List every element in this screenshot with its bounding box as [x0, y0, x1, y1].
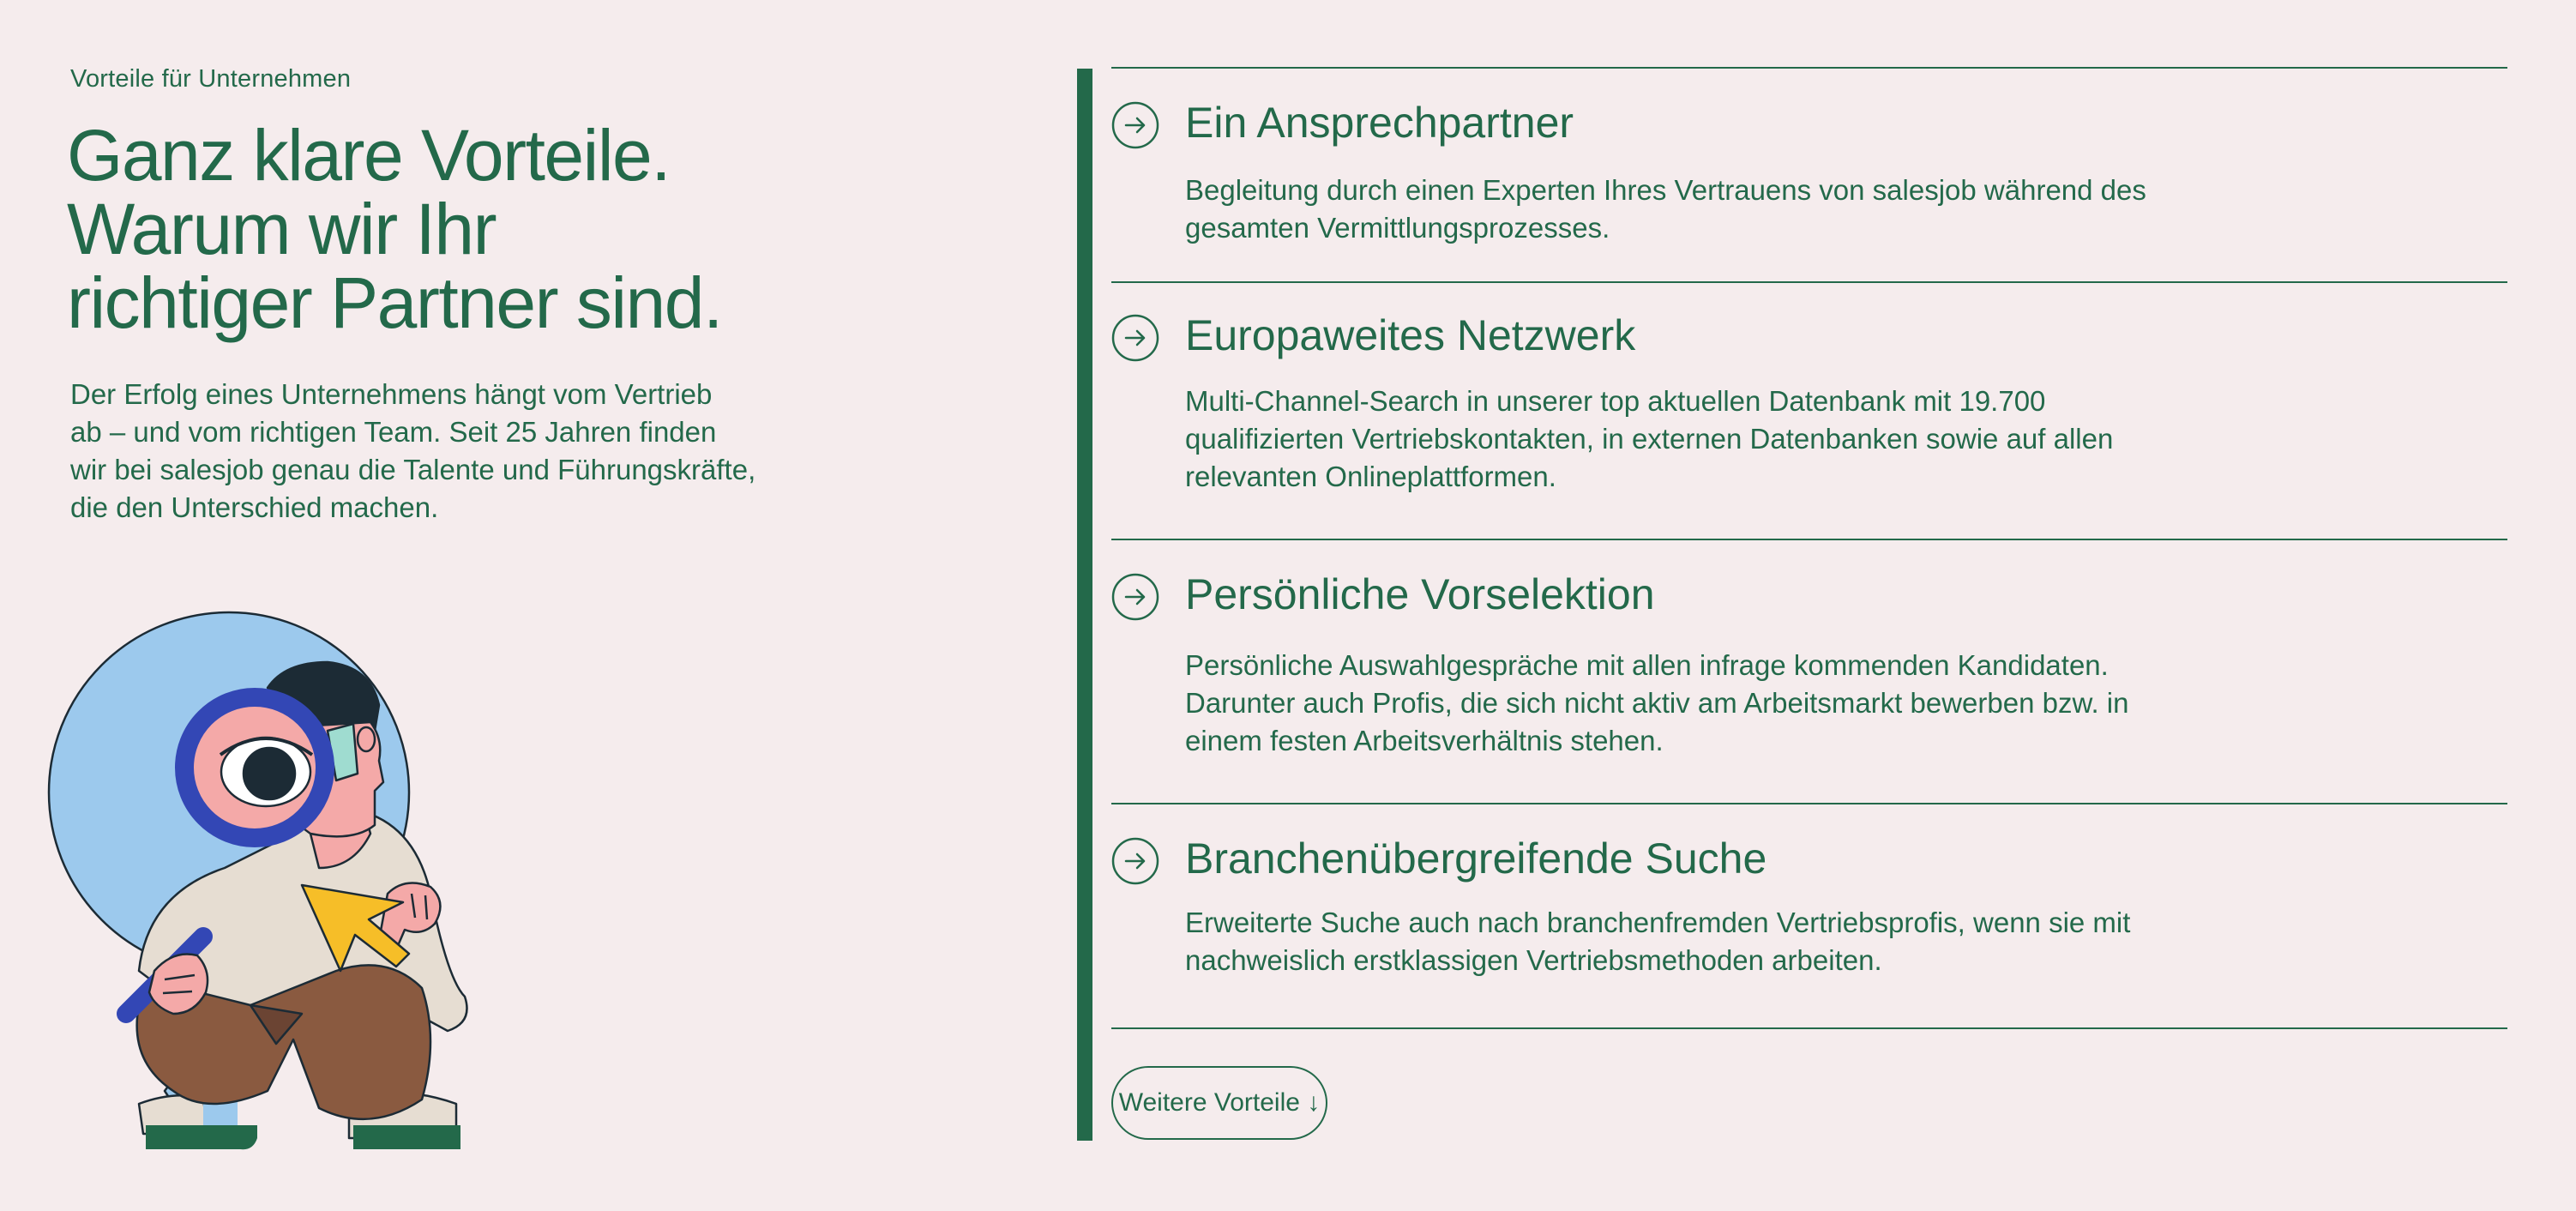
benefits-list	[1111, 67, 2507, 1029]
benefit-title: Persönliche Vorselektion	[1185, 570, 1655, 618]
more-benefits-label: Weitere Vorteile ↓	[1118, 1088, 1321, 1117]
more-benefits-button[interactable]	[1111, 1066, 1327, 1140]
benefit-desc-line: Erweiterte Suche auch nach branchenfremden Vertriebsprofis, wenn sie mit	[1185, 907, 2131, 938]
benefit-description	[1185, 172, 2146, 247]
headline-line: Warum wir Ihr	[67, 189, 497, 269]
benefit-title: Ein Ansprechpartner	[1185, 99, 1574, 147]
page-headline	[67, 115, 722, 343]
intro-line: Der Erfolg eines Unternehmens hängt vom Vertrieb	[70, 378, 713, 410]
magnifier-person-illustration	[45, 611, 525, 1160]
benefit-desc-line: Darunter auch Profis, die sich nicht aktiv am Arbeitsmarkt bewerben bzw. in	[1185, 687, 2129, 719]
benefit-description	[1185, 383, 2113, 496]
benefit-desc-line: Multi-Channel-Search in unserer top aktuellen Datenbank mit 19.700	[1185, 385, 2046, 417]
headline-line: Ganz klare Vorteile.	[67, 115, 671, 196]
arrow-right-circle-icon	[1111, 314, 1159, 362]
benefit-item	[1111, 67, 2507, 281]
arrow-right-circle-icon	[1111, 101, 1159, 149]
benefit-title: Branchenübergreifende Suche	[1185, 834, 1767, 883]
intro-paragraph	[70, 376, 842, 527]
benefit-desc-line: relevanten Onlineplattformen.	[1185, 461, 1556, 492]
benefit-desc-line: einem festen Arbeitsverhältnis stehen.	[1185, 725, 1664, 756]
intro-line: die den Unterschied machen.	[70, 491, 439, 523]
benefit-desc-line: qualifizierten Vertriebskontakten, in externen Datenbanken sowie auf allen	[1185, 423, 2114, 455]
benefit-item	[1111, 539, 2507, 803]
benefit-desc-line: gesamten Vermittlungsprozesses.	[1185, 212, 1610, 244]
benefit-title: Europaweites Netzwerk	[1185, 311, 1636, 359]
benefit-description	[1185, 904, 2130, 979]
benefit-description	[1185, 647, 2129, 760]
benefit-item	[1111, 803, 2507, 1027]
intro-line: ab – und vom richtigen Team. Seit 25 Jahren finden	[70, 416, 717, 448]
accent-bar	[1077, 69, 1092, 1141]
eyebrow-label: Vorteile für Unternehmen	[70, 65, 352, 93]
headline-line: richtiger Partner sind.	[67, 262, 722, 343]
benefit-desc-line: Begleitung durch einen Experten Ihres Vertrauens von salesjob während des	[1185, 174, 2146, 206]
arrow-right-circle-icon	[1111, 573, 1159, 621]
intro-line: wir bei salesjob genau die Talente und Führungskräfte,	[70, 454, 756, 485]
list-bottom-divider	[1111, 1027, 2507, 1029]
benefit-item	[1111, 281, 2507, 539]
arrow-right-circle-icon	[1111, 837, 1159, 885]
benefit-desc-line: Persönliche Auswahlgespräche mit allen infrage kommenden Kandidaten.	[1185, 649, 2109, 681]
benefit-desc-line: nachweislich erstklassigen Vertriebsmethoden arbeiten.	[1185, 944, 1882, 976]
